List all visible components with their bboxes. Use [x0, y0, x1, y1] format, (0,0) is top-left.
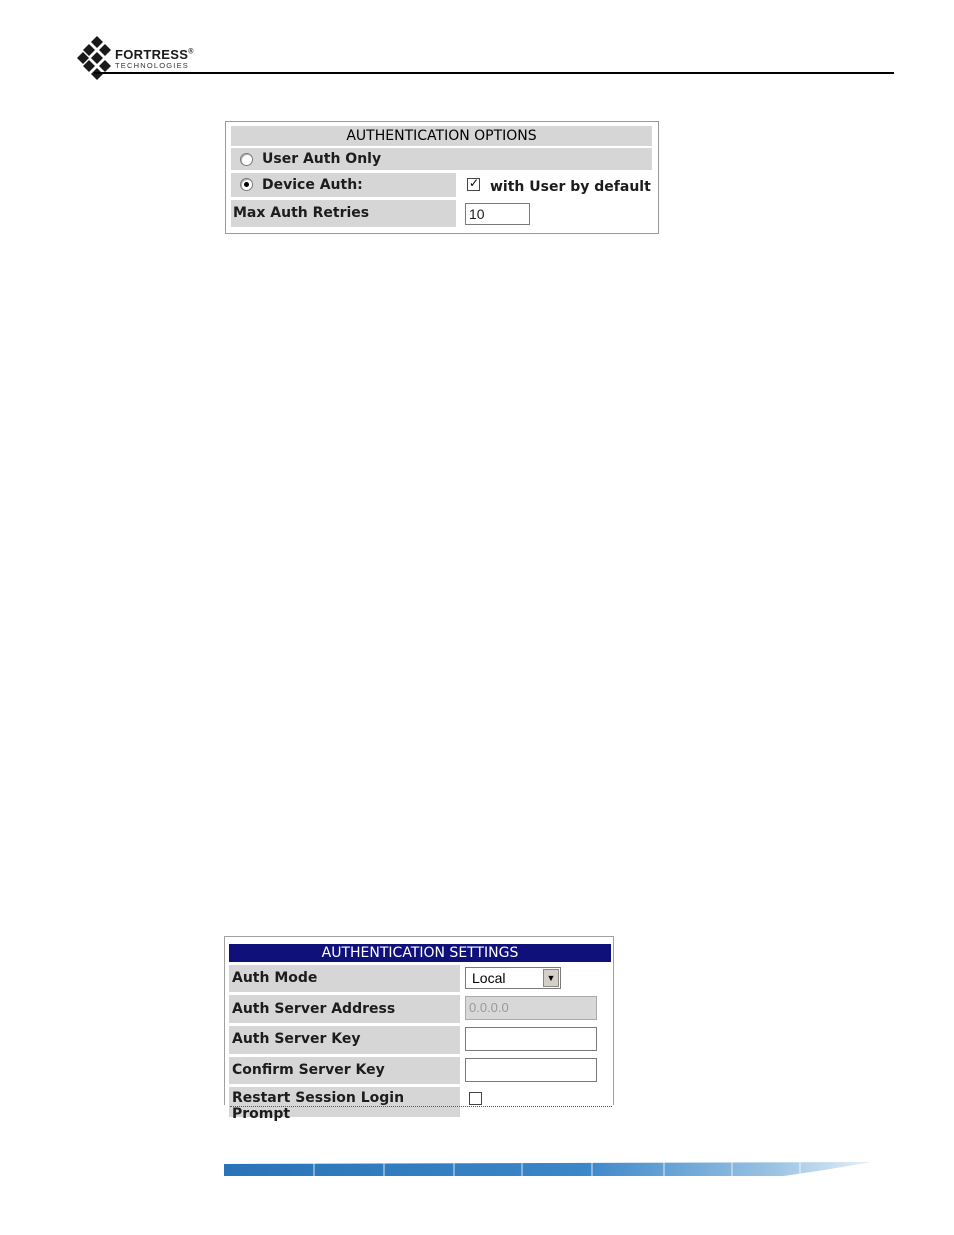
device-auth-label: Device Auth: [262, 177, 363, 193]
panel-title: AUTHENTICATION SETTINGS [229, 944, 611, 962]
auth-server-address-cell [463, 995, 611, 1023]
auth-mode-select[interactable] [465, 967, 561, 989]
brand-name: FORTRESS® [115, 47, 194, 62]
restart-session-login-prompt-row [229, 1087, 460, 1122]
chevron-down-icon[interactable]: ▼ [543, 969, 559, 987]
restart-session-login-prompt-label: Restart Session Login Prompt [232, 1090, 405, 1122]
auth-server-address-input[interactable]: 0.0.0.0 [465, 996, 597, 1020]
auth-server-address-row [229, 995, 460, 1023]
confirm-server-key-input[interactable] [465, 1058, 597, 1082]
with-user-default-cell [459, 173, 652, 197]
restart-session-login-prompt-cell [463, 1087, 611, 1117]
user-auth-only-radio[interactable] [240, 153, 253, 166]
auth-server-key-input[interactable] [465, 1027, 597, 1051]
max-auth-retries-cell [459, 200, 652, 227]
device-auth-radio[interactable] [240, 178, 253, 191]
brand-subtitle: TECHNOLOGIES [115, 61, 189, 70]
authentication-options-panel [225, 121, 659, 234]
with-user-default-label: with User by default [490, 179, 651, 195]
auth-mode-label: Auth Mode [232, 970, 318, 986]
auth-server-key-label: Auth Server Key [232, 1031, 361, 1047]
restart-session-login-prompt-checkbox[interactable] [469, 1092, 482, 1105]
authentication-settings-panel [224, 936, 614, 1122]
with-user-default-checkbox[interactable] [467, 178, 480, 191]
header-rule [94, 72, 894, 74]
confirm-server-key-cell [463, 1057, 611, 1084]
confirm-server-key-row [229, 1057, 460, 1084]
device-auth-row [231, 173, 456, 197]
max-auth-retries-label: Max Auth Retries [233, 205, 370, 221]
footer-decorative-bar [224, 1162, 872, 1178]
confirm-server-key-label: Confirm Server Key [232, 1062, 385, 1078]
auth-mode-cell [463, 965, 611, 992]
user-auth-only-row [231, 148, 652, 170]
cutoff-divider [230, 1106, 612, 1107]
max-auth-retries-input[interactable]: 10 [465, 203, 530, 225]
auth-mode-row [229, 965, 460, 992]
check-mark-icon: ✓ [469, 176, 480, 190]
auth-server-address-label: Auth Server Address [232, 1001, 396, 1017]
max-auth-retries-row [231, 200, 456, 227]
auth-server-key-cell [463, 1026, 611, 1054]
user-auth-only-label: User Auth Only [262, 151, 382, 167]
auth-server-key-row [229, 1026, 460, 1054]
auth-mode-value: Local [472, 970, 506, 986]
panel-title: AUTHENTICATION OPTIONS [231, 126, 652, 146]
